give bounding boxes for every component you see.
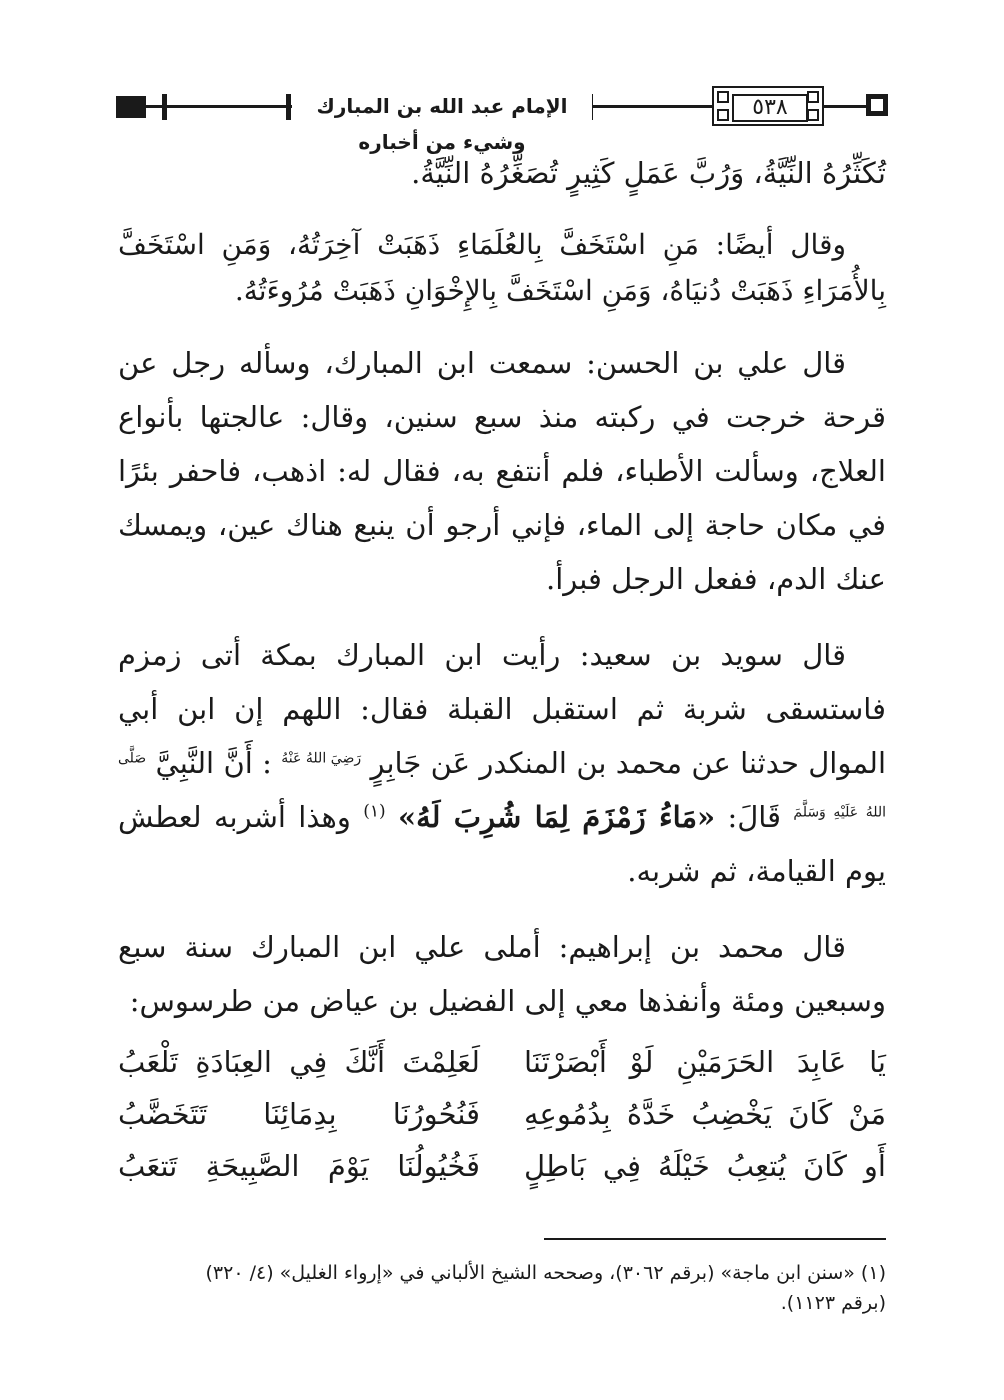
footnote-separator	[544, 1238, 886, 1240]
running-header	[116, 86, 888, 154]
header-ornament-bar	[286, 94, 291, 120]
honorific-symbol: صَلَّى اللهُ عَلَيْهِ وَسَلَّمَ	[118, 750, 887, 821]
text-run: قال سويد بن سعيد: رأيت ابن المبارك بمكة أتى زمزم فاستسقى شربة ثم استقبل القبلة فقال: اللهم إن ابن أبي الموال حدثنا عن محمد بن المنكدر عَن جَابِرٍ	[118, 638, 887, 780]
frame-corner-ornament	[717, 91, 729, 103]
header-ornament-bar	[162, 94, 167, 120]
page-number: ٥٣٨	[732, 94, 808, 122]
running-title: الإمام عبد الله بن المبارك وشيء من أخباره	[292, 88, 592, 124]
paragraph: تُكَثِّرُهُ النِّيَّةُ، وَرُبَّ عَمَلٍ كَثِيرٍ تُصَغِّرُهُ النِّيَّةُ.	[411, 156, 886, 190]
verse-first-half: يَا عَابِدَ الحَرَمَيْنِ لَوْ أَبْصَرْتَنَا	[524, 1045, 886, 1079]
paragraph: وقال أيضًا: مَنِ اسْتَخَفَّ بِالعُلَمَاءِ ذَهَبَتْ آخِرَتُهُ، وَمَنِ اسْتَخَفَّ بِالأُمَرَاءِ ذَهَبَتْ دُنيَاهُ، وَمَنِ اسْتَخَفَّ بِالإِخْوَانِ ذَهَبَتْ مُرُوءَتُهُ.	[118, 228, 886, 307]
frame-corner-ornament	[807, 109, 819, 121]
poem	[118, 1036, 886, 1192]
poem-verse	[118, 1140, 886, 1192]
verse-first-half: مَنْ كَانَ يَخْضِبُ خَدَّهُ بِدُمُوعِهِ	[524, 1097, 886, 1131]
frame-corner-ornament	[717, 109, 729, 121]
footnote-line: (برقم ١١٢٣).	[780, 1292, 886, 1314]
paragraph-hadith	[118, 628, 886, 898]
footnote-line: (١) «سنن ابن ماجة» (برقم ٣٠٦٢)، وصححه الشيخ الألباني في «إرواء الغليل» (٤/ ٣٢٠)	[205, 1262, 886, 1284]
paragraph: قال محمد بن إبراهيم: أملى علي ابن المبارك سنة سبع وسبعين ومئة وأنفذها معي إلى الفضيل بن عياض من طرسوس:	[118, 930, 886, 1018]
header-rule-left	[146, 105, 296, 108]
verse-second-half: لَعَلِمْتَ أَنَّكَ فِي العِبَادَةِ تَلْعَبُ	[118, 1045, 480, 1079]
footnote	[118, 1258, 886, 1318]
header-rule-right	[822, 105, 868, 108]
header-rule-middle	[592, 105, 716, 108]
header-ornament-block	[116, 96, 146, 118]
footnote-reference: (١)	[363, 801, 386, 822]
text-run: : أَنَّ النَّبِيَّ	[155, 746, 272, 780]
text-run: وهذا أشربه لعطش يوم القيامة، ثم شربه.	[118, 800, 886, 888]
verse-first-half: أَو كَانَ يُتعِبُ خَيْلَهُ فِي بَاطِلٍ	[524, 1149, 886, 1183]
header-ornament-square	[866, 94, 888, 116]
poem-verse	[118, 1088, 886, 1140]
verse-second-half: فَخُيُولُنَا يَوْمَ الصَّبِيحَةِ تَتعَبُ	[118, 1149, 480, 1183]
frame-corner-ornament	[807, 91, 819, 103]
page-number-frame	[712, 86, 824, 126]
hadith-quote: «مَاءُ زَمْزَمَ لِمَا شُرِبَ لَهُ»	[398, 800, 716, 834]
poem-verse	[118, 1036, 886, 1088]
paragraph: قال علي بن الحسن: سمعت ابن المبارك، وسأله رجل عن قرحة خرجت في ركبته منذ سبع سنين، وقال: عالجتها بأنواع العلاج، وسألت الأطباء، فلم أنتفع به، فقال له: اذهب، فاحفر بئرًا في مكان حاجة إلى الماء، فإني أرجو أن ينبع هناك عين، ويمسك عنك الدم، ففعل الرجل فبرأ.	[118, 346, 886, 596]
text-run: قَالَ:	[715, 800, 782, 834]
honorific-symbol: رَضِيَ اللهُ عَنْهُ	[281, 750, 362, 767]
verse-second-half: فَنُحُورُنَا بِدِمَائِنَا تَتَخَضَّبُ	[118, 1097, 480, 1131]
page-body	[118, 146, 886, 1192]
